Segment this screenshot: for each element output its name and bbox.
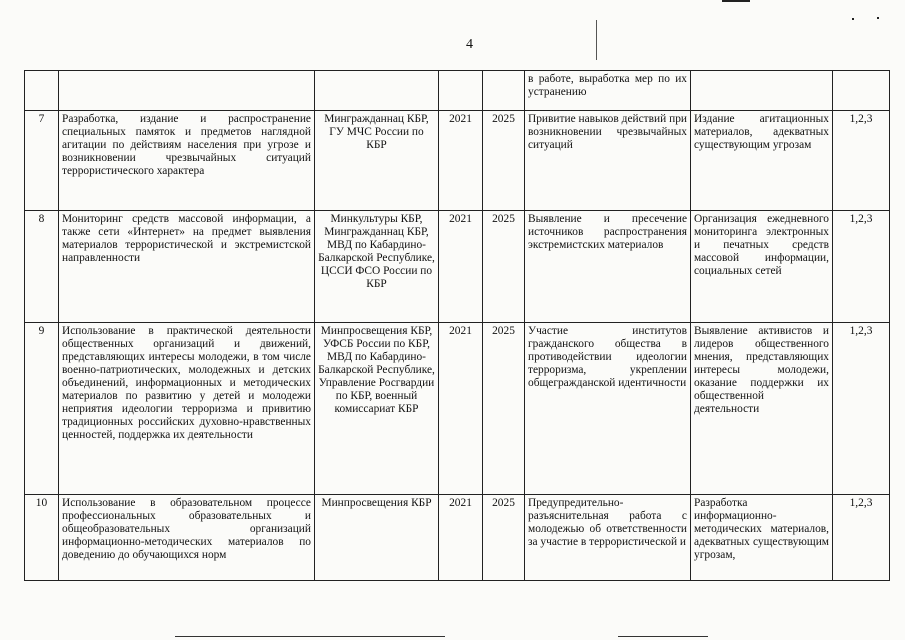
end-year-cell: 2025 (483, 211, 525, 323)
table-row (25, 495, 890, 581)
row-number: 8 (25, 211, 59, 323)
row-number (25, 71, 59, 111)
measures-table (24, 70, 890, 581)
table-row (25, 211, 890, 323)
executors-cell (315, 71, 439, 111)
result-cell: Привитие навыков действий при возникновении чрезвычайных ситуаций (525, 111, 691, 211)
code-cell: 1,2,3 (833, 211, 890, 323)
code-cell: 1,2,3 (833, 111, 890, 211)
scan-edge-line (175, 636, 445, 637)
executors-cell: Минкультуры КБР, Мингражданнац КБР, МВД по Кабардино-Балкарской Республике, ЦССИ ФСО России по КБР (315, 211, 439, 323)
code-cell (833, 71, 890, 111)
executors-cell: Минпросвещения КБР (315, 495, 439, 581)
measure-cell: Использование в практической деятельности общественных организаций и движений, представляющих интересы молодежи, в том числе военно-патриотических, молодежных и детских объединений, информационных и методических материалов по развитию у детей и молодежи неприятия идеологии терроризма и привитию традиционных российских духовно-нравственных ценностей, поддержка их деятельности (59, 323, 315, 495)
code-cell: 1,2,3 (833, 495, 890, 581)
table-row (25, 71, 890, 111)
start-year-cell: 2021 (439, 495, 483, 581)
table-row (25, 111, 890, 211)
scan-edge-line (618, 636, 708, 637)
executors-cell: Мингражданнац КБР, ГУ МЧС России по КБР (315, 111, 439, 211)
scan-dot (852, 18, 854, 20)
result-cell: в работе, выработка мер по их устранению (525, 71, 691, 111)
start-year-cell (439, 71, 483, 111)
indicator-cell: Издание агитационных материалов, адекватных существующим угрозам (691, 111, 833, 211)
indicator-cell: Организация ежедневного мониторинга электронных и печатных средств массовой информации, социальных сетей (691, 211, 833, 323)
result-cell: Выявление и пресечение источников распространения экстремистских материалов (525, 211, 691, 323)
row-number: 7 (25, 111, 59, 211)
start-year-cell: 2021 (439, 211, 483, 323)
scan-dot (877, 17, 879, 19)
page-number: 4 (466, 37, 473, 52)
executors-cell: Минпросвещения КБР, УФСБ России по КБР, МВД по Кабардино-Балкарской Республике, Управление Росгвардии по КБР, военный комиссариат КБР (315, 323, 439, 495)
measure-cell: Разработка, издание и распространение специальных памяток и предметов наглядной агитации по действиям населения при угрозе и возникновении чрезвычайных ситуаций террористического характера (59, 111, 315, 211)
end-year-cell: 2025 (483, 111, 525, 211)
code-cell: 1,2,3 (833, 323, 890, 495)
result-cell: Участие институтов гражданского общества в противодействии идеологии терроризма, укреплении общегражданской идентичности (525, 323, 691, 495)
row-number: 9 (25, 323, 59, 495)
end-year-cell: 2025 (483, 495, 525, 581)
indicator-cell (691, 71, 833, 111)
row-number: 10 (25, 495, 59, 581)
scan-mark-top-right (722, 0, 750, 2)
indicator-cell: Выявление активистов и лидеров общественного мнения, представляющих интересы молодежи, оказание поддержки их общественной деятельности (691, 323, 833, 495)
result-cell: Предупредительно-разъяснительная работа с молодежью об ответственности за участие в террористической и (525, 495, 691, 581)
measure-cell: Мониторинг средств массовой информации, а также сети «Интернет» на предмет выявления материалов террористической и экстремистской направленности (59, 211, 315, 323)
start-year-cell: 2021 (439, 111, 483, 211)
start-year-cell: 2021 (439, 323, 483, 495)
table-row (25, 323, 890, 495)
end-year-cell: 2025 (483, 323, 525, 495)
measure-cell (59, 71, 315, 111)
end-year-cell (483, 71, 525, 111)
indicator-cell: Разработка информационно-методических материалов, адекватных существующим угрозам, (691, 495, 833, 581)
scan-fold-line (596, 20, 597, 60)
measure-cell: Использование в образовательном процессе профессиональных образовательных и общеобразовательных организаций информационно-методических материалов по доведению до обучающихся норм (59, 495, 315, 581)
